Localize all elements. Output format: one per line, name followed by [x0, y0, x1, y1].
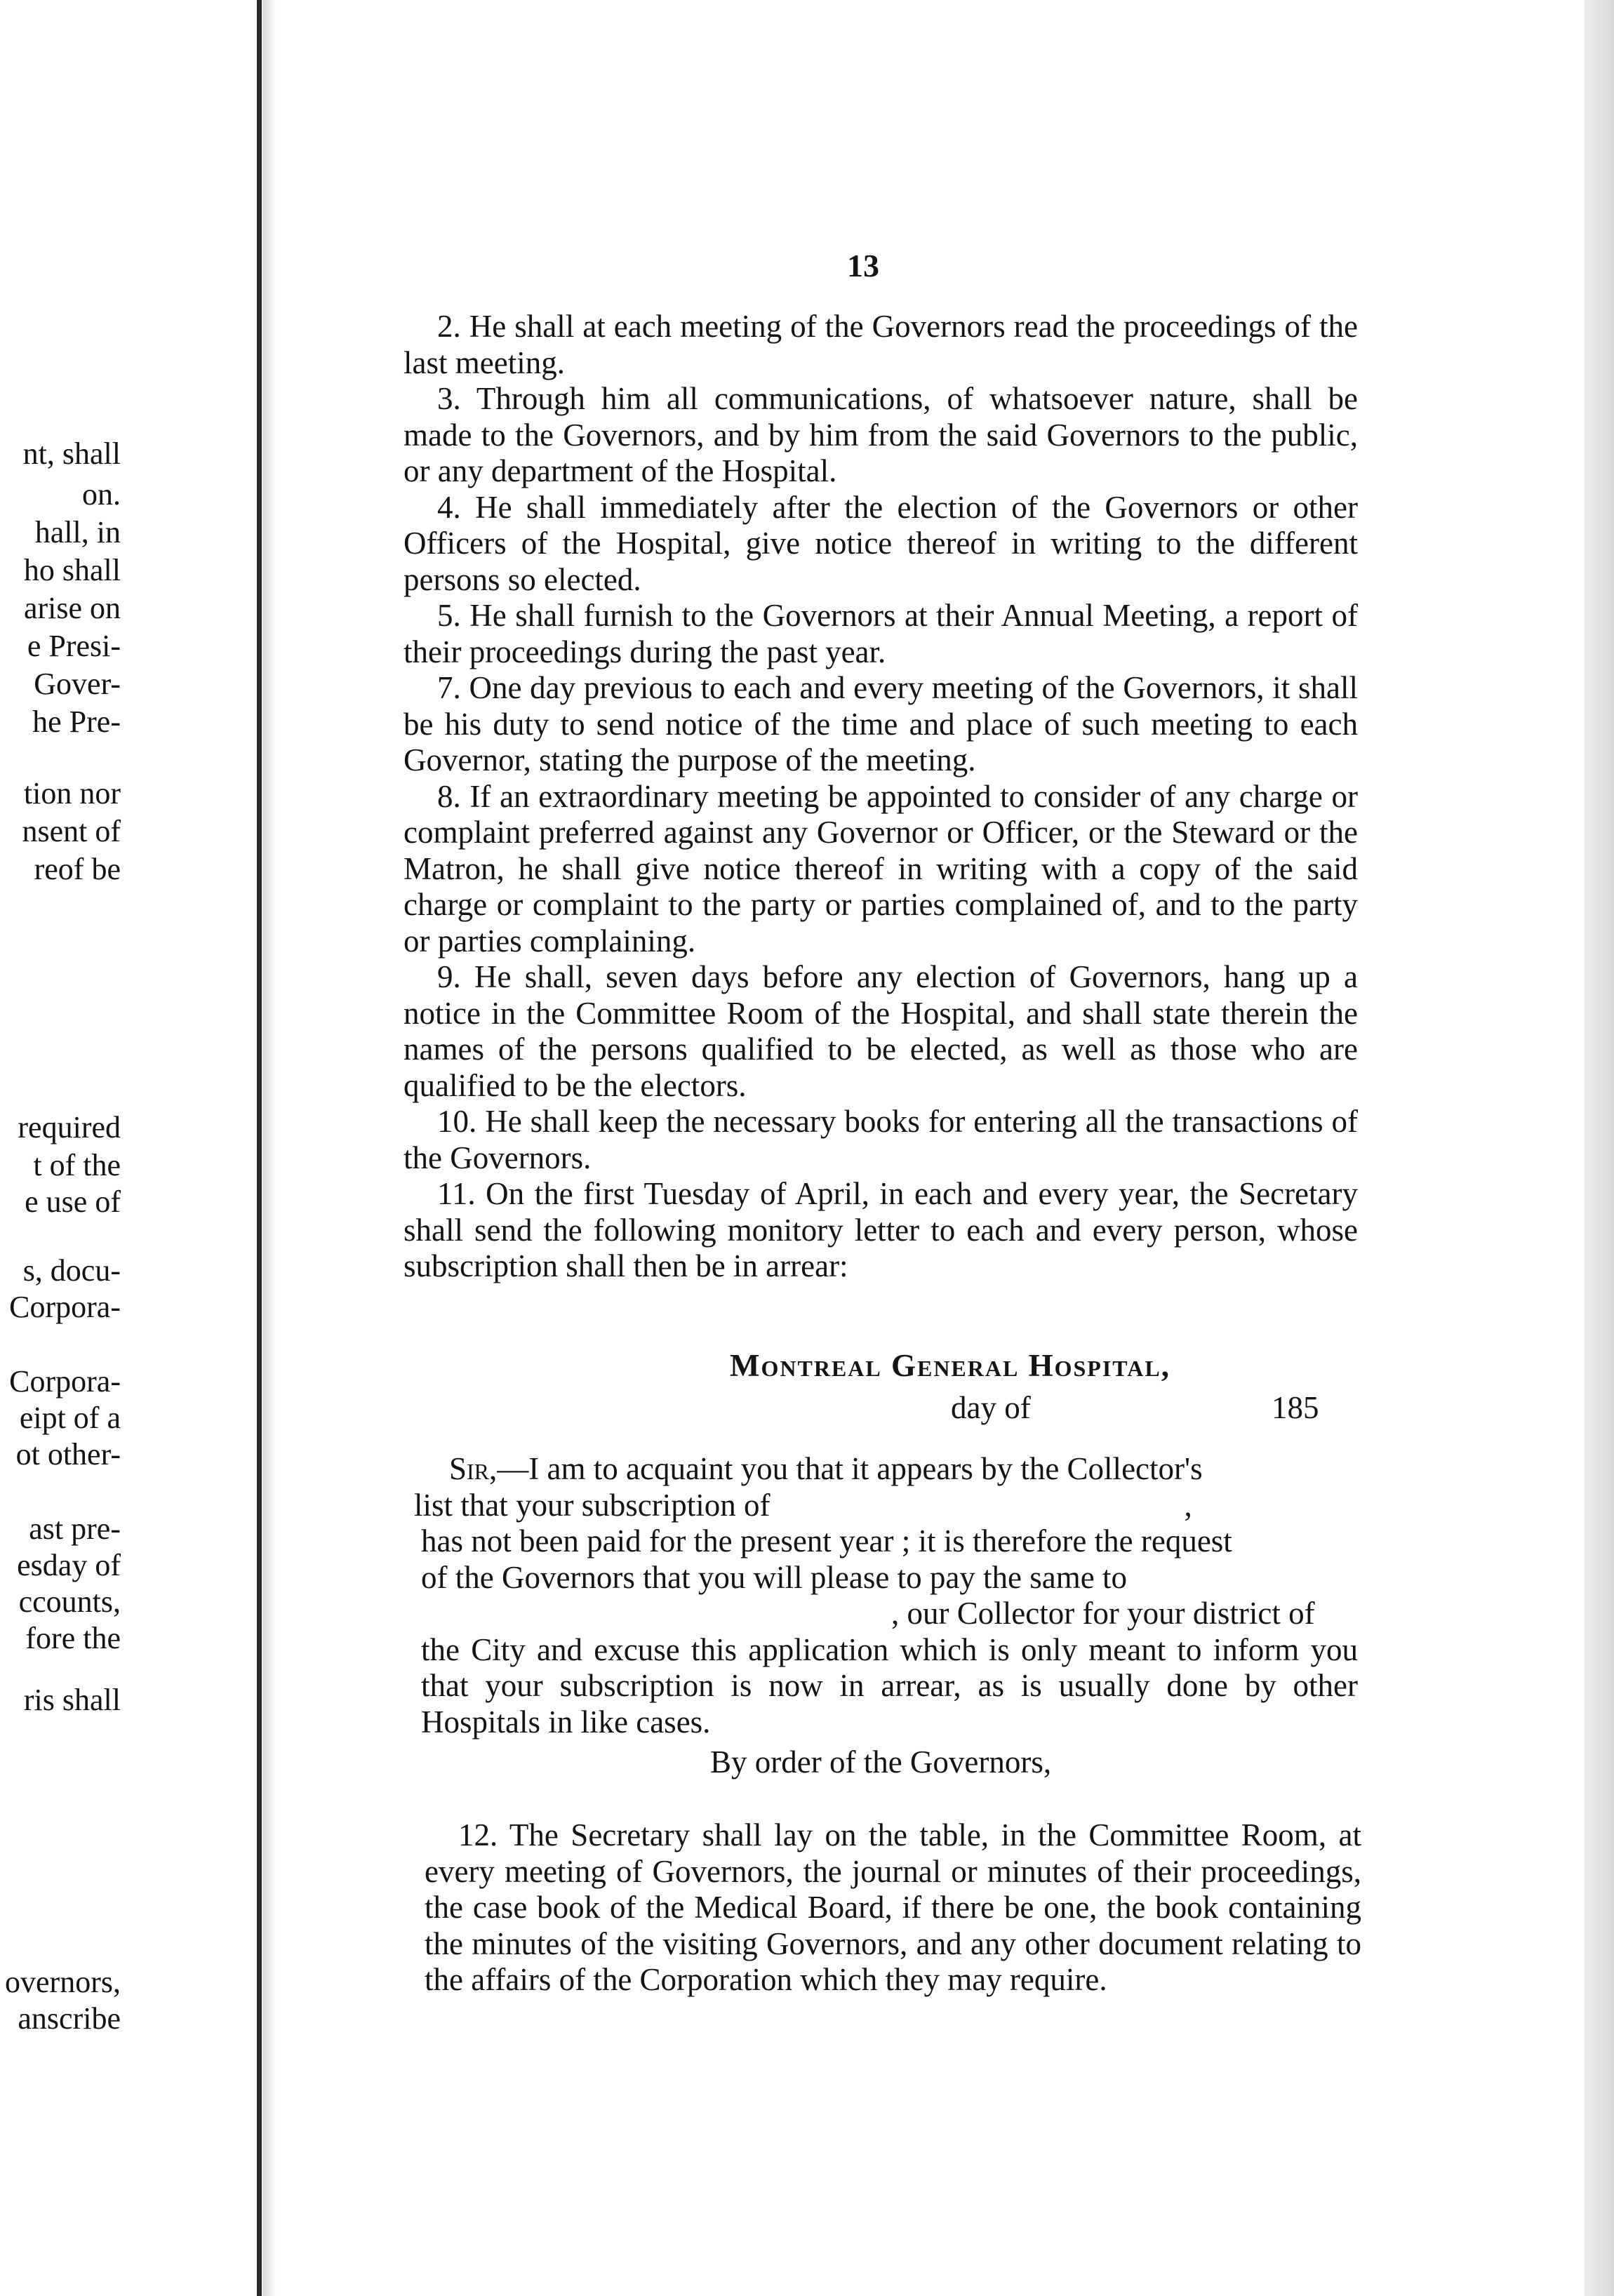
paragraph: 9. He shall, seven days before any election of Governors, hang up a notice in the Committee Room of the Hospital, and shall state therein the names of the persons qualified to be elected, as well as those who are qualified to be the electors.	[404, 959, 1358, 1103]
letter-text: list that your subscription of	[414, 1487, 771, 1523]
facing-line: required	[18, 1110, 121, 1144]
letter-line	[421, 1596, 1358, 1632]
letter-line: the City and excuse this application which is only meant to inform you that your subscription is now in arrear, as is usually done by other Hospitals in like cases.	[421, 1631, 1358, 1740]
facing-line: Corpora-	[9, 1364, 121, 1399]
letter-line: of the Governors that you will please to pay the same to	[421, 1559, 1127, 1595]
paragraph: 7. One day previous to each and every meeting of the Governors, it shall be his duty to send notice of the time and place of such meeting to each Governor, stating the purpose of the meeting.	[404, 670, 1358, 777]
letter-heading: Montreal General Hospital,	[730, 1348, 1171, 1383]
facing-line: hall, in	[34, 515, 121, 549]
letter-line: has not been paid for the present year ; it is therefore the request	[421, 1523, 1232, 1559]
paragraph: 4. He shall immediately after the election of the Governors or other Officers of the Hospital, give notice thereof in writing to the different persons so elected.	[404, 489, 1358, 597]
paragraph-12: 12. The Secretary shall lay on the table, in the Committee Room, at every meeting of Governors, the journal or minutes of their proceedings, the case book of the Medical Board, if there be one, the book containing the minutes of the visiting Governors, and any other document relating to the affairs of the Corporation which they may require.	[425, 1817, 1361, 1997]
letter-text: , our Collector for your district of	[891, 1596, 1315, 1631]
letter-date-day: day of	[951, 1390, 1031, 1425]
letter-text: —I am to acquaint you that it appears by the Collector's	[497, 1451, 1203, 1486]
facing-line: fore the	[25, 1621, 121, 1655]
facing-line: nt, shall	[22, 436, 121, 471]
facing-line: ot other-	[15, 1437, 121, 1471]
facing-line: ho shall	[23, 553, 121, 587]
facing-line: ccounts,	[18, 1584, 121, 1619]
facing-line: esday of	[17, 1548, 121, 1582]
letter-line	[421, 1451, 1358, 1488]
paragraph: 10. He shall keep the necessary books for entering all the transactions of the Governors.	[404, 1104, 1358, 1175]
paragraph: 2. He shall at each meeting of the Governors read the proceedings of the last meeting.	[404, 309, 1358, 380]
letter-date-year: 185	[1272, 1390, 1319, 1425]
facing-line: ast pre-	[29, 1511, 121, 1546]
facing-line: s, docu-	[22, 1253, 121, 1288]
facing-page-fragment	[0, 0, 257, 2296]
facing-line: anscribe	[18, 2001, 121, 2036]
facing-line: tion nor	[23, 776, 121, 810]
facing-line: Gover-	[34, 667, 121, 701]
letter-line	[414, 1488, 1358, 1524]
facing-line: e use of	[25, 1184, 121, 1219]
monitory-letter	[414, 1451, 1358, 1740]
paragraph: 5. He shall furnish to the Governors at their Annual Meeting, a report of their proceedings during the past year.	[404, 598, 1358, 669]
facing-line: reof be	[34, 852, 121, 886]
facing-line: ris shall	[23, 1683, 121, 1717]
page-edge	[1585, 0, 1614, 2296]
facing-line: on.	[82, 477, 121, 512]
facing-line: e Presi-	[27, 629, 121, 663]
binding-gutter-line	[257, 0, 262, 2296]
paragraph: 11. On the first Tuesday of April, in each and every year, the Secretary shall send the following monitory letter to each and every person, whose subscription shall then be in arrear:	[404, 1176, 1358, 1283]
page-number: 13	[847, 248, 879, 283]
facing-line: t of the	[33, 1148, 121, 1182]
facing-line: Corpora-	[9, 1290, 121, 1324]
facing-line: he Pre-	[32, 705, 121, 739]
letter-salutation: Sir,	[449, 1451, 498, 1486]
facing-line: arise on	[23, 591, 121, 625]
letter-sign-off: By order of the Governors,	[710, 1744, 1052, 1780]
facing-line: nsent of	[22, 814, 121, 848]
paragraph	[425, 1817, 1361, 1998]
facing-line: eipt of a	[19, 1401, 121, 1435]
letter-text: ,	[1184, 1487, 1192, 1523]
binding-shadow	[262, 0, 276, 2296]
paragraph: 3. Through him all communications, of whatsoever nature, shall be made to the Governors, and by him from the said Governors to the public, or any department of the Hospital.	[404, 381, 1358, 488]
paragraph: 8. If an extraordinary meeting be appointed to consider of any charge or complaint preferred against any Governor or Officer, or the Steward or the Matron, he shall give notice thereof in writing with a copy of the said charge or complaint to the party or parties complained of, and to the party or parties complaining.	[404, 778, 1358, 959]
facing-line: overnors,	[5, 1965, 121, 1999]
rules-body	[404, 309, 1358, 1285]
